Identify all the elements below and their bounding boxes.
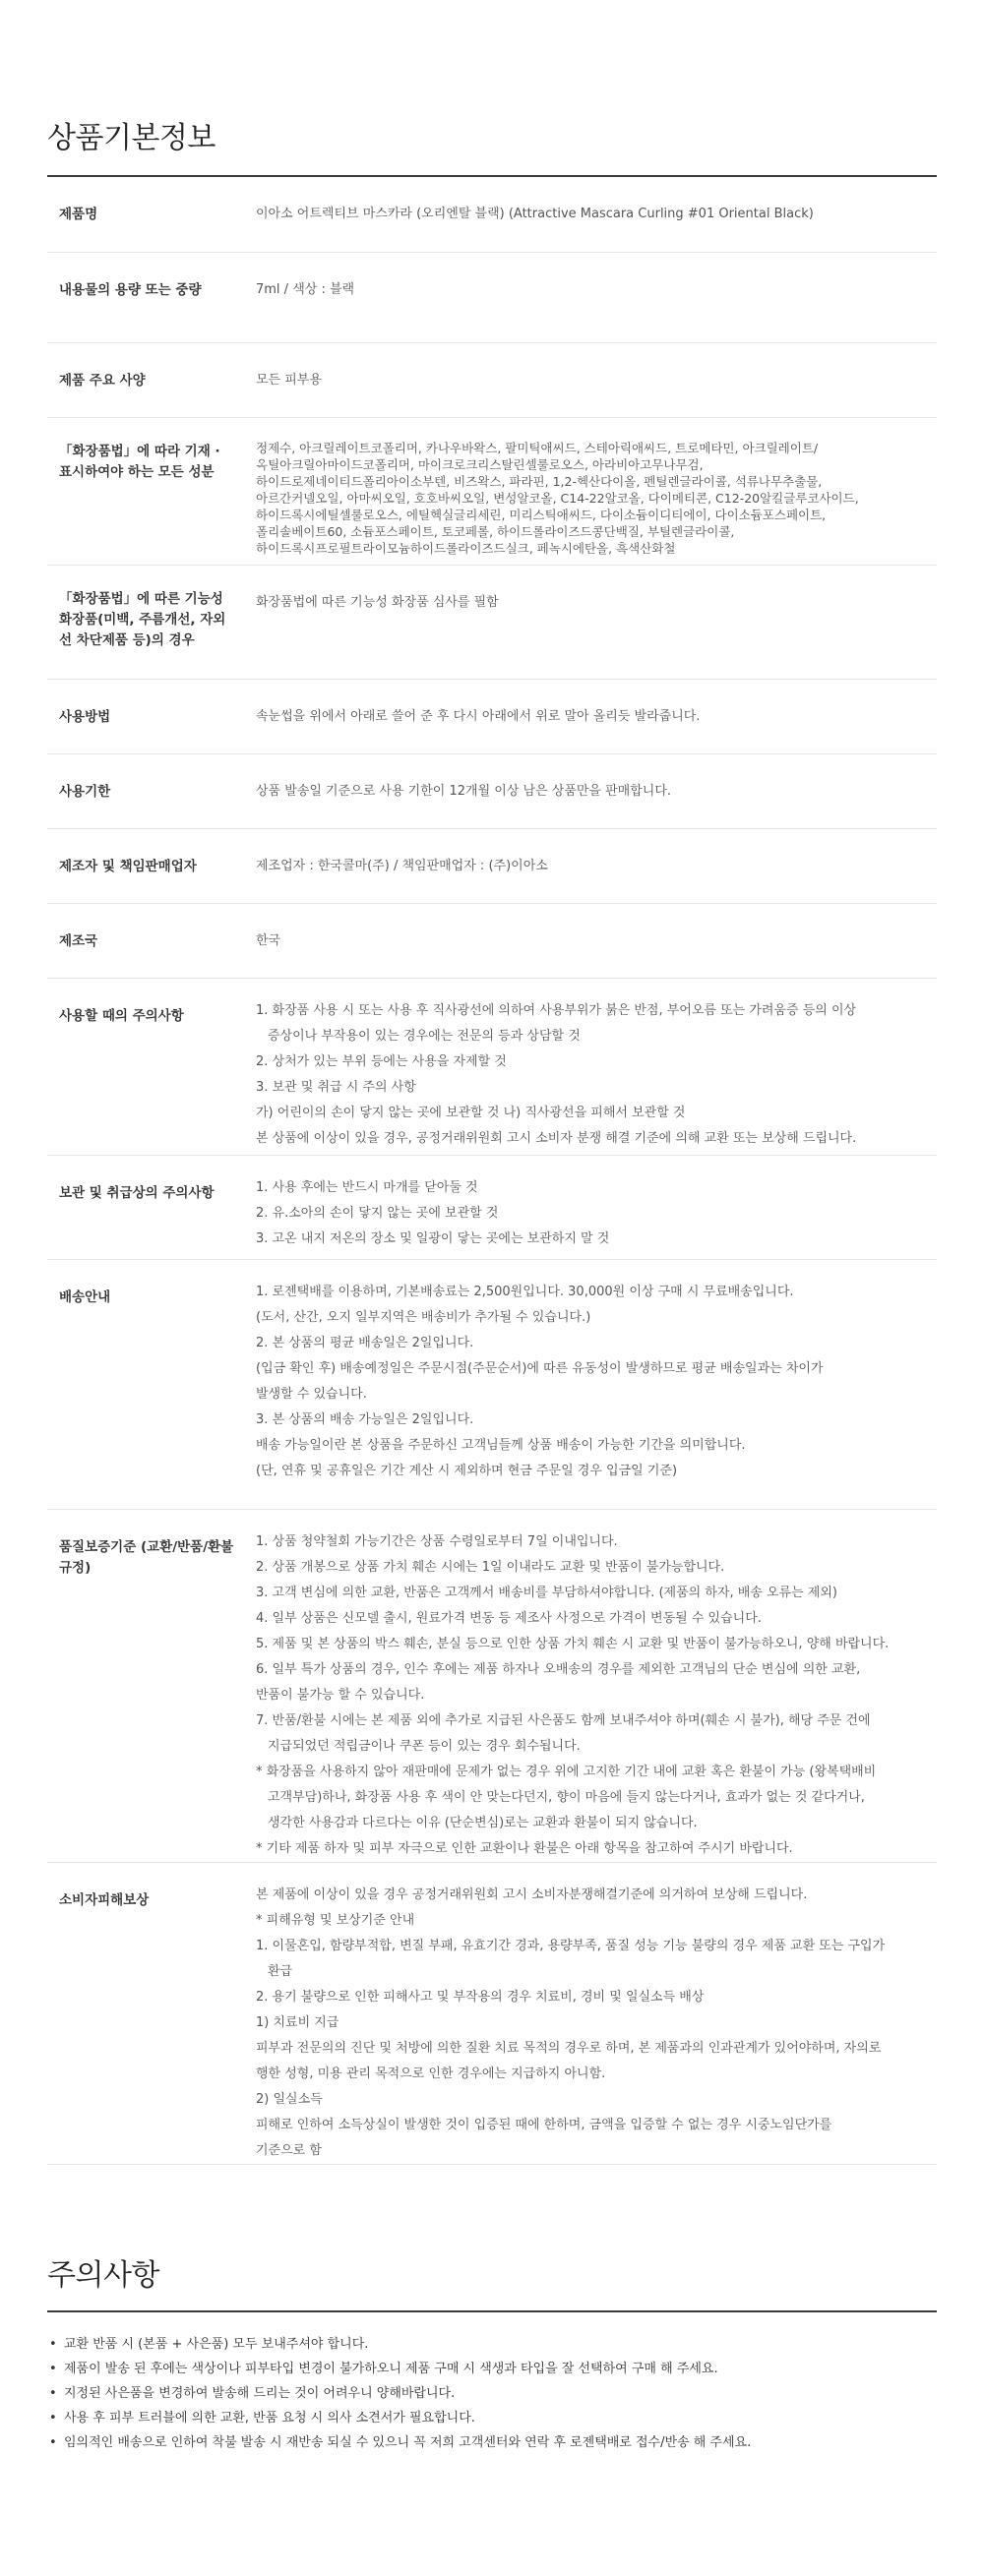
info-row-value [256, 252, 937, 342]
info-row-label [47, 1155, 256, 1259]
info-row [47, 828, 937, 903]
info-row-value-line: 옥틸아크릴아마이드코폴리머, 마이크로크리스탈린셀룰로오스, 아라비아고무나무검, [256, 456, 704, 472]
info-row-value-line: 1) 치료비 지급 [256, 2014, 339, 2030]
info-row-label [47, 1509, 256, 1862]
info-row-label-text: 제품명 [59, 207, 98, 222]
product-info-table [47, 177, 937, 2165]
info-row [47, 1862, 937, 2164]
caution-item-text: 제품이 발송 된 후에는 색상이나 피부타입 변경이 불가하오니 제품 구매 시 색생과 타입을 잘 선택하여 구매 해 주세요. [64, 2361, 718, 2376]
info-row-label-text: 소비자피해보상 [59, 1891, 150, 1908]
info-row-label [47, 753, 256, 828]
bullet-icon: • [49, 2385, 57, 2401]
info-row-value-line: 6. 일부 특가 상품의 경우, 인수 후에는 제품 하자나 오배송의 경우를 제외한 고객님의 단순 변심에 의한 교환, [256, 1661, 861, 1677]
info-row-label-text: 배송안내 [59, 1288, 111, 1305]
caution-title: 주의사항 [47, 2257, 159, 2293]
info-row [47, 1509, 937, 1862]
info-row-value-line: * 피해유형 및 보상기준 안내 [256, 1912, 415, 1928]
info-row-value-line: 이아소 어트렉티브 마스카라 (오리엔탈 블랙) (Attractive Mascara Curling #01 Oriental Black) [256, 207, 814, 221]
info-row-label [47, 1259, 256, 1509]
info-row-value-line: 하이드록시프로필트라이모늄하이드롤라이즈드실크, 페녹시에탄올, 흑색산화철 [256, 540, 676, 556]
info-row-value [256, 1862, 937, 2164]
info-row-value-line: 3. 고객 변심에 의한 교환, 반품은 고객께서 배송비를 부담하셔야합니다. (제품의 하자, 배송 오류는 제외) [256, 1585, 837, 1600]
info-row-value-line: 1. 상품 청약철회 가능기간은 상품 수령일로부터 7일 이내입니다. [256, 1533, 618, 1549]
info-row-label-text: 제조자 및 책임판매업자 [59, 858, 197, 874]
info-row-label [47, 417, 256, 565]
info-row-value-line: 모든 피부용 [256, 372, 322, 388]
info-row-value-line: 하이드록시에틸셀룰로오스, 에틸헥실글리세린, 미리스틱애씨드, 다이소듐이디티에이, 다이소듐포스페이트, [256, 507, 827, 522]
caution-item [49, 2357, 984, 2381]
info-row-value-line: 1. 이물혼입, 함량부적합, 변질 부패, 유효기간 경과, 용량부족, 품질 성능 기능 불량의 경우 제품 교환 또는 구입가 [256, 1938, 886, 1953]
info-row-value [256, 828, 937, 903]
bullet-icon: • [49, 2336, 57, 2352]
info-row-label [47, 1862, 256, 2164]
info-row-value-line: 정제수, 아크릴레이트코폴리머, 카나우바왁스, 팔미틱애씨드, 스테아릭애씨드, 트로메타민, 아크릴레이트/ [256, 440, 819, 455]
info-row-value-line: 생각한 사용감과 다르다는 이유 (단순변심)로는 교환과 환불이 되지 않습니다. [268, 1815, 698, 1830]
info-row-label-text: 제조국 [59, 932, 98, 949]
info-row-value-line: 1. 로젠택배를 이용하며, 기본배송료는 2,500원입니다. 30,000원 이상 구매 시 무료배송입니다. [256, 1284, 794, 1299]
info-row-value-line: * 기타 제품 하자 및 피부 자극으로 인한 교환이나 환불은 아래 항목을 참고하여 주시기 바랍니다. [256, 1840, 793, 1856]
info-row-label-text: 품질보증기준 (교환/반품/환불규정) [59, 1538, 234, 1576]
info-row-value-line: 본 상품에 이상이 있을 경우, 공정거래위원회 고시 소비자 분쟁 해결 기준에 의해 교환 또는 보상해 드립니다. [256, 1130, 857, 1146]
product-info-title: 상품기본정보 [47, 121, 215, 155]
info-row [47, 565, 937, 679]
info-row-value [256, 342, 937, 417]
info-row-label [47, 252, 256, 342]
info-row-label-text: 제품 주요 사양 [59, 372, 146, 389]
info-row-value-line: 2. 상품 개봉으로 상품 가치 훼손 시에는 1일 이내라도 교환 및 반품이 불가능합니다. [256, 1559, 725, 1575]
info-row-value-line: 1. 화장품 사용 시 또는 사용 후 직사광선에 의하여 사용부위가 붉은 반점, 부어오름 또는 가려움증 등의 이상 [256, 1002, 857, 1018]
info-row-value [256, 903, 937, 978]
caution-item [49, 2406, 984, 2430]
info-row-value-line: 하이드로제네이티드폴리아이소부텐, 비즈왁스, 파라핀, 1,2-헥산다이올, 펜틸렌글라이콜, 석류나무추출물, [256, 473, 823, 489]
info-row-value-line: 고객부담)하나, 화장품 사용 후 색이 안 맞는다던지, 향이 마음에 들지 않는다거나, 효과가 없는 것 같다거나, [268, 1789, 865, 1805]
info-row-value-line: 4. 일부 상품은 신모델 출시, 원료가격 변동 등 제조사 사정으로 가격이 변동될 수 있습니다. [256, 1610, 762, 1626]
info-row-value-line: 폴리솔베이트60, 소듐포스페이트, 토코페롤, 하이드롤라이즈드콩단백질, 부틸렌글라이콜, [256, 523, 735, 539]
caution-item-text: 사용 후 피부 트러블에 의한 교환, 반품 요청 시 의사 소견서가 필요합니다. [64, 2410, 475, 2426]
info-row-value-line: 상품 발송일 기준으로 사용 기한이 12개월 이상 남은 상품만을 판매합니다. [256, 783, 672, 799]
info-row-value-line: 3. 보관 및 취급 시 주의 사항 [256, 1079, 416, 1095]
info-row-label-text: 「화장품법」에 따라 기재 · 표시하여야 하는 모든 성분 [59, 443, 220, 480]
info-row-value-line: 발생할 수 있습니다. [256, 1386, 367, 1402]
info-row-value-line: * 화장품을 사용하지 않아 재판매에 문제가 없는 경우 위에 고지한 기간 내에 교환 혹은 환불이 가능 (왕복택배비 [256, 1764, 877, 1779]
caution-list [0, 2332, 984, 2455]
spacer-top [0, 0, 984, 119]
info-row-value [256, 1155, 937, 1259]
info-row-label-text: 사용할 때의 주의사항 [59, 1007, 184, 1024]
info-row-value-line: 아르간커넬오일, 아마씨오일, 호호바씨오일, 변성알코올, C14-22알코올, 다이메티콘, C12-20알킬글루코사이드, [256, 490, 859, 506]
info-row-value-line: 환급 [268, 1963, 293, 1979]
info-row-value [256, 565, 937, 679]
info-row-value-line: 제조업자 : 한국콜마(주) / 책임판매업자 : (주)이아소 [256, 858, 548, 873]
caution-item [49, 2381, 984, 2406]
info-row [47, 342, 937, 417]
info-row-value-line: 7. 반품/환불 시에는 본 제품 외에 추가로 지급된 사은품도 함께 보내주셔야 하며(훼손 시 불가), 해당 주문 건에 [256, 1712, 871, 1728]
info-row-value-line: 배송 가능일이란 본 상품을 주문하신 고객님들께 상품 배송이 가능한 기간을 의미합니다. [256, 1437, 746, 1453]
info-row-value-line: 행한 성형, 미용 관리 목적으로 인한 경우에는 지급하지 아니함. [256, 2066, 606, 2081]
info-row [47, 252, 937, 342]
caution-item-text: 지정된 사은품을 변경하여 발송해 드리는 것이 어려우니 양해바랍니다. [64, 2385, 456, 2401]
info-row-value-line: 증상이나 부작용이 있는 경우에는 전문의 등과 상담할 것 [268, 1028, 581, 1044]
info-row-label-text: 사용기한 [59, 783, 111, 800]
info-row-value [256, 753, 937, 828]
caution-item-text: 임의적인 배송으로 인하여 착불 발송 시 재반송 되실 수 있으니 꼭 저희 고객센터와 연락 후 로젠택배로 접수/반송 해 주세요. [64, 2434, 752, 2450]
info-row-value-line: 피해로 인하여 소득상실이 발생한 것이 입증된 때에 한하며, 금액을 입증할 수 없는 경우 시중노임단가를 [256, 2117, 832, 2132]
info-row-value [256, 679, 937, 753]
info-row-value-line: (단, 연휴 및 공휴일은 기간 계산 시 제외하며 현금 주문일 경우 입금일 기준) [256, 1463, 678, 1478]
info-row-value-line: 가) 어린이의 손이 닿지 않는 곳에 보관할 것 나) 직사광선을 피해서 보관할 것 [256, 1105, 686, 1120]
info-row-value-line: 화장품법에 따른 기능성 화장품 심사를 필함 [256, 594, 499, 610]
spacer-mid [0, 2165, 984, 2256]
info-row [47, 417, 937, 565]
info-row [47, 753, 937, 828]
bullet-icon: • [49, 2434, 57, 2450]
caution-item [49, 2332, 984, 2357]
info-row-label [47, 177, 256, 252]
info-row-label-text: 보관 및 취급상의 주의사항 [59, 1184, 215, 1201]
info-row [47, 1259, 937, 1509]
info-row-value-line: 2. 유.소아의 손이 닿지 않는 곳에 보관할 것 [256, 1205, 499, 1221]
bullet-icon: • [49, 2361, 57, 2376]
info-row [47, 177, 937, 252]
info-row-value-line: 2) 일실소득 [256, 2091, 323, 2107]
info-row-value [256, 417, 937, 565]
info-row-label-text: 내용물의 용량 또는 중량 [59, 281, 202, 298]
info-row-value-line: 3. 고온 내지 저온의 장소 및 일광이 닿는 곳에는 보관하지 말 것 [256, 1230, 610, 1246]
info-row-value-line: (입금 확인 후) 배송예정일은 주문시점(주문순서)에 따른 유동성이 발생하므로 평균 배송일과는 차이가 [256, 1360, 824, 1376]
info-row-label [47, 978, 256, 1155]
info-row-label [47, 342, 256, 417]
info-row-label [47, 565, 256, 679]
info-row-value-line: 7ml / 색상 : 블랙 [256, 281, 355, 297]
info-row-value-line: 5. 제품 및 본 상품의 박스 훼손, 분실 등으로 인한 상품 가치 훼손 시 교환 및 반품이 불가능하오니, 양해 바랍니다. [256, 1636, 890, 1651]
info-row-label [47, 828, 256, 903]
info-row-value-line: 피부과 전문의의 진단 및 처방에 의한 질환 치료 목적의 경우로 하며, 본 제품과의 인과관계가 있어야하며, 자의로 [256, 2040, 882, 2056]
info-row-label-text: 사용방법 [59, 708, 111, 725]
bullet-icon: • [49, 2410, 57, 2426]
info-row-value-line: 한국 [256, 932, 281, 948]
info-row-value [256, 177, 937, 252]
info-row-value-line: 2. 용기 불량으로 인한 피해사고 및 부작용의 경우 치료비, 경비 및 일실소득 배상 [256, 1989, 705, 2005]
info-row [47, 978, 937, 1155]
info-row [47, 1155, 937, 1259]
info-row-value-line: 2. 본 상품의 평균 배송일은 2일입니다. [256, 1335, 474, 1350]
info-row-value-line: 속눈썹을 위에서 아래로 쓸어 준 후 다시 아래에서 위로 말아 올리듯 발라줍니다. [256, 708, 701, 724]
caution-item [49, 2430, 984, 2455]
info-row-value-line: 2. 상처가 있는 부위 등에는 사용을 자제할 것 [256, 1053, 507, 1069]
info-row-value-line: 지급되었던 적립금이나 쿠폰 등이 있는 경우 회수됩니다. [268, 1738, 581, 1754]
info-row-value-line: 본 제품에 이상이 있을 경우 공정거래위원회 고시 소비자분쟁해결기준에 의거하여 보상해 드립니다. [256, 1887, 808, 1902]
info-row-value-line: 3. 본 상품의 배송 가능일은 2일입니다. [256, 1411, 474, 1427]
info-row-value [256, 1259, 937, 1509]
info-row-label [47, 903, 256, 978]
info-row-value-line: (도서, 산간, 오지 일부지역은 배송비가 추가될 수 있습니다.) [256, 1309, 591, 1325]
caution-item-text: 교환 반품 시 (본품 + 사은품) 모두 보내주셔야 합니다. [64, 2336, 369, 2352]
info-row-label [47, 679, 256, 753]
info-row-value-line: 기준으로 함 [256, 2142, 322, 2158]
info-row [47, 903, 937, 978]
info-row-value-line: 반품이 불가능 할 수 있습니다. [256, 1687, 425, 1703]
info-row-value [256, 1509, 937, 1862]
info-row-value [256, 978, 937, 1155]
info-row-label-text: 「화장품법」에 따른 기능성 화장품(미백, 주름개선, 자외선 차단제품 등)의 경우 [59, 590, 226, 648]
info-row-value-line: 1. 사용 후에는 반드시 마개를 닫아둘 것 [256, 1179, 478, 1195]
info-row [47, 679, 937, 753]
